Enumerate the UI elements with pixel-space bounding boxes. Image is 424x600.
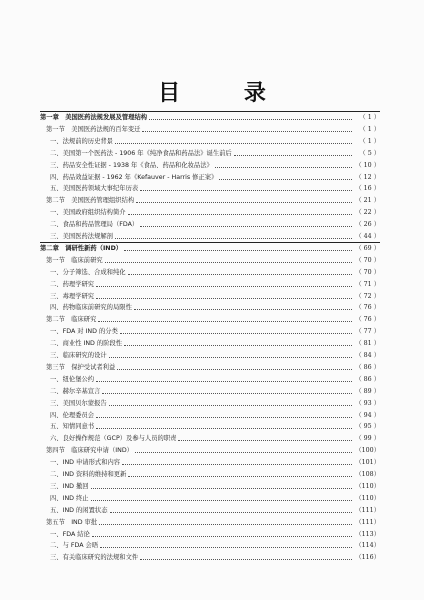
toc-leader-dots <box>98 313 352 322</box>
toc-leader-dots <box>109 349 352 358</box>
toc-item <box>0 374 424 385</box>
toc-item <box>0 279 424 290</box>
toc-item <box>0 148 424 159</box>
toc-page-number: （ 10 ） <box>355 161 380 169</box>
toc-page-number: （ 71 ） <box>355 280 380 288</box>
toc-leader-dots <box>128 266 352 275</box>
toc-entry-title: 第二节 临床研究 <box>46 316 97 324</box>
toc-item <box>0 469 424 480</box>
toc-leader-dots <box>120 325 352 334</box>
toc-leader-dots <box>135 444 352 453</box>
toc-leader-dots <box>99 516 352 525</box>
toc-leader-dots <box>105 254 352 263</box>
toc-entry-title: 一、FDA 結论 <box>50 530 90 538</box>
toc-leader-dots <box>91 480 352 489</box>
toc-page-number: （ 26 ） <box>355 221 380 229</box>
toc-leader-dots <box>140 182 352 191</box>
toc-page-number: （ 70 ） <box>355 268 380 276</box>
toc-entry-title: 二、商业性 IND 的阶段性 <box>50 340 123 348</box>
toc-page-number: （ 76 ） <box>355 316 380 324</box>
toc-page-number: （ 84 ） <box>355 352 380 359</box>
toc-leader-dots <box>149 111 352 120</box>
toc-page-number: （ 86 ） <box>355 375 380 383</box>
toc-section <box>0 362 424 373</box>
toc-item <box>0 398 424 409</box>
toc-page-number: （ 1 ） <box>359 137 380 145</box>
toc-leader-dots <box>100 539 352 548</box>
toc-item <box>0 172 424 183</box>
toc-entry-title: 五、知情同意书 <box>50 423 95 431</box>
toc-leader-dots <box>234 147 352 156</box>
toc-section <box>0 195 424 206</box>
toc-entry-title: 第二章 调研性新药（IND） <box>40 244 123 252</box>
toc-item <box>0 505 424 516</box>
toc-entry-title: 第五节 IND 审批 <box>46 518 98 526</box>
toc-item <box>0 291 424 302</box>
toc-entry-title: 三、美国医药法规解剖 <box>50 233 113 240</box>
toc-entry-title: 四、药品效益证据 - 1962 年《Kefauver - Harris 修正案》 <box>50 173 218 181</box>
toc-item <box>0 267 424 278</box>
toc-leader-dots <box>110 504 353 513</box>
toc-leader-dots <box>115 230 352 239</box>
toc-leader-dots <box>122 456 352 465</box>
toc-leader-dots <box>109 397 352 406</box>
toc-leader-dots <box>136 194 352 203</box>
toc-item <box>0 421 424 432</box>
toc-page-number: （116） <box>355 554 380 562</box>
toc-entry-title: 三、美国贝尔蒙报告 <box>50 399 107 407</box>
toc-page-number: （111） <box>355 506 380 514</box>
toc-item <box>0 207 424 218</box>
toc-entry-title: 二、食品和药品管理局（FDA） <box>50 221 139 229</box>
toc-page-number: （ 72 ） <box>355 292 380 300</box>
toc-page-number: （ 86 ） <box>355 363 380 371</box>
toc-leader-dots <box>96 290 352 299</box>
toc-leader-dots <box>219 171 352 180</box>
toc-item <box>0 350 424 361</box>
toc-page-number: （ 76 ） <box>355 304 380 312</box>
toc-entry-title: 第一节 临床前研究 <box>46 256 103 264</box>
toc-entry-title: 二、IND 资料的维持和更新 <box>50 471 127 478</box>
toc-entry-title: 第一章 美国医药法规发展及管理结构 <box>40 114 148 121</box>
toc-chapter <box>0 112 424 123</box>
toc-page-number: （100） <box>355 447 380 455</box>
toc-page-number: （108） <box>355 471 380 478</box>
toc-page-number: （ 89 ） <box>355 387 380 395</box>
toc-entry-title: 第二节 美国医药管理组织结构 <box>46 197 135 205</box>
toc-chapter <box>0 243 424 254</box>
toc-leader-dots <box>142 123 352 132</box>
toc-page-number: （ 1 ） <box>359 125 380 133</box>
toc-leader-dots <box>115 135 352 144</box>
toc-entry-title: 二、药理学研究 <box>50 280 95 288</box>
toc-leader-dots <box>134 301 352 310</box>
toc-entry-title: 一、分子筛选、合成和纯化 <box>50 268 126 276</box>
toc-entry-title: 二、赫尔辛基宣言 <box>50 387 101 395</box>
toc-entry-title: 一、法规前的历史背景 <box>50 137 113 145</box>
toc-item <box>0 481 424 492</box>
toc-entry-title: 三、IND 撤回 <box>50 482 89 490</box>
toc-page-number: （ 12 ） <box>355 173 380 181</box>
toc-entry-title: 三、临床研究的设计 <box>50 352 107 359</box>
toc-page-number: （ 44 ） <box>355 233 380 240</box>
toc-section <box>0 255 424 266</box>
toc-page-number: （ 69 ） <box>355 244 380 252</box>
toc-item <box>0 386 424 397</box>
toc-entry-title: 四、伦理委员会 <box>50 411 95 419</box>
toc-page-number: （113） <box>355 530 380 538</box>
toc-item <box>0 493 424 504</box>
toc-leader-dots <box>96 409 352 418</box>
chapter-rule <box>40 242 380 243</box>
toc-item <box>0 433 424 444</box>
toc-item <box>0 457 424 468</box>
toc-page-number: （110） <box>355 494 380 502</box>
toc-entry-title: 一、美国政府组织结构简介 <box>50 209 126 217</box>
toc-section <box>0 124 424 135</box>
toc-leader-dots <box>178 432 352 441</box>
toc-entry-title: 二、与 FDA 会晤 <box>50 542 99 550</box>
toc-leader-dots <box>140 218 352 227</box>
toc-leader-dots <box>128 206 352 215</box>
toc-leader-dots <box>102 385 352 394</box>
toc-leader-dots <box>124 337 352 346</box>
toc-item <box>0 160 424 171</box>
toc-leader-dots <box>128 468 352 477</box>
toc-entry-title: 第三节 保护受试者利益 <box>46 363 116 371</box>
toc-section <box>0 517 424 528</box>
toc-entry-title: 一、IND 申请形式和内容 <box>50 459 121 467</box>
toc-leader-dots <box>124 242 352 251</box>
toc-entry-title: 第一节 美国医药法规的百年变迁 <box>46 125 141 133</box>
toc-section <box>0 314 424 325</box>
toc-item <box>0 136 424 147</box>
toc-leader-dots <box>140 551 352 560</box>
toc-entry-title: 二、美国第一个医药法 - 1906 年《纯净食品和药品法》诞生前后 <box>50 149 232 157</box>
toc-page-number: （101） <box>355 459 380 467</box>
toc-item <box>0 338 424 349</box>
toc-entry-title: 一、FDA 对 IND 的分类 <box>50 328 118 336</box>
toc-leader-dots <box>96 420 352 429</box>
toc-entry-title: 三、药品安全性证据 - 1938 年《食品、药品和化妆品法》 <box>50 161 213 169</box>
toc-entry-title: 五、美国医药领域大事纪年历表 <box>50 185 139 193</box>
toc-section <box>0 445 424 456</box>
toc-entry-title: 一、纽伦堡公约 <box>50 375 95 383</box>
toc-page-number: （ 94 ） <box>355 411 380 419</box>
toc-item <box>0 410 424 421</box>
toc-entry-title: 四、药物临床前研究的局限性 <box>50 304 132 312</box>
toc-leader-dots <box>117 361 352 370</box>
toc-page-number: （ 70 ） <box>355 256 380 264</box>
toc-leader-dots <box>96 373 352 382</box>
toc-entry-title: 三、毒理学研究 <box>50 292 95 300</box>
toc-page-number: （ 81 ） <box>355 340 380 348</box>
toc-page-number: （ 77 ） <box>355 328 380 336</box>
toc-entry-title: 第四节 临床研究申请（IND） <box>46 447 133 455</box>
toc-page-number: （ 1 ） <box>359 114 380 121</box>
toc-item <box>0 183 424 194</box>
toc-page-number: （114） <box>355 542 380 550</box>
toc-entry-title: 五、IND 的闲置状态 <box>50 506 108 514</box>
toc-page-number: （ 93 ） <box>355 399 380 407</box>
toc-item <box>0 231 424 242</box>
toc-item <box>0 302 424 313</box>
toc-page-number: （ 5 ） <box>359 149 380 157</box>
toc-page-number: （ 22 ） <box>355 209 380 217</box>
toc-leader-dots <box>92 528 352 537</box>
toc-entry-title: 四、IND 终止 <box>50 494 89 502</box>
toc-item <box>0 529 424 540</box>
toc-item <box>0 326 424 337</box>
toc-page-number: （ 21 ） <box>355 197 380 205</box>
page-title: 目 录 <box>158 81 294 106</box>
toc-page-number: （ 95 ） <box>355 423 380 431</box>
toc-item <box>0 540 424 551</box>
toc-item <box>0 219 424 230</box>
toc-leader-dots <box>91 492 352 501</box>
toc-item <box>0 552 424 563</box>
toc-leader-dots <box>96 278 352 287</box>
toc-page-number: （ 16 ） <box>355 185 380 193</box>
toc-entry-title: 三、有关临床研究的法规和文件 <box>50 554 139 562</box>
toc-page-number: （111） <box>355 518 380 526</box>
toc-page-number: （110） <box>355 482 380 490</box>
toc-leader-dots <box>215 159 352 168</box>
toc-page-number: （ 99 ） <box>355 435 380 443</box>
toc-entry-title: 六、良好操作规范（GCP）及参与人员的职责 <box>50 435 177 443</box>
